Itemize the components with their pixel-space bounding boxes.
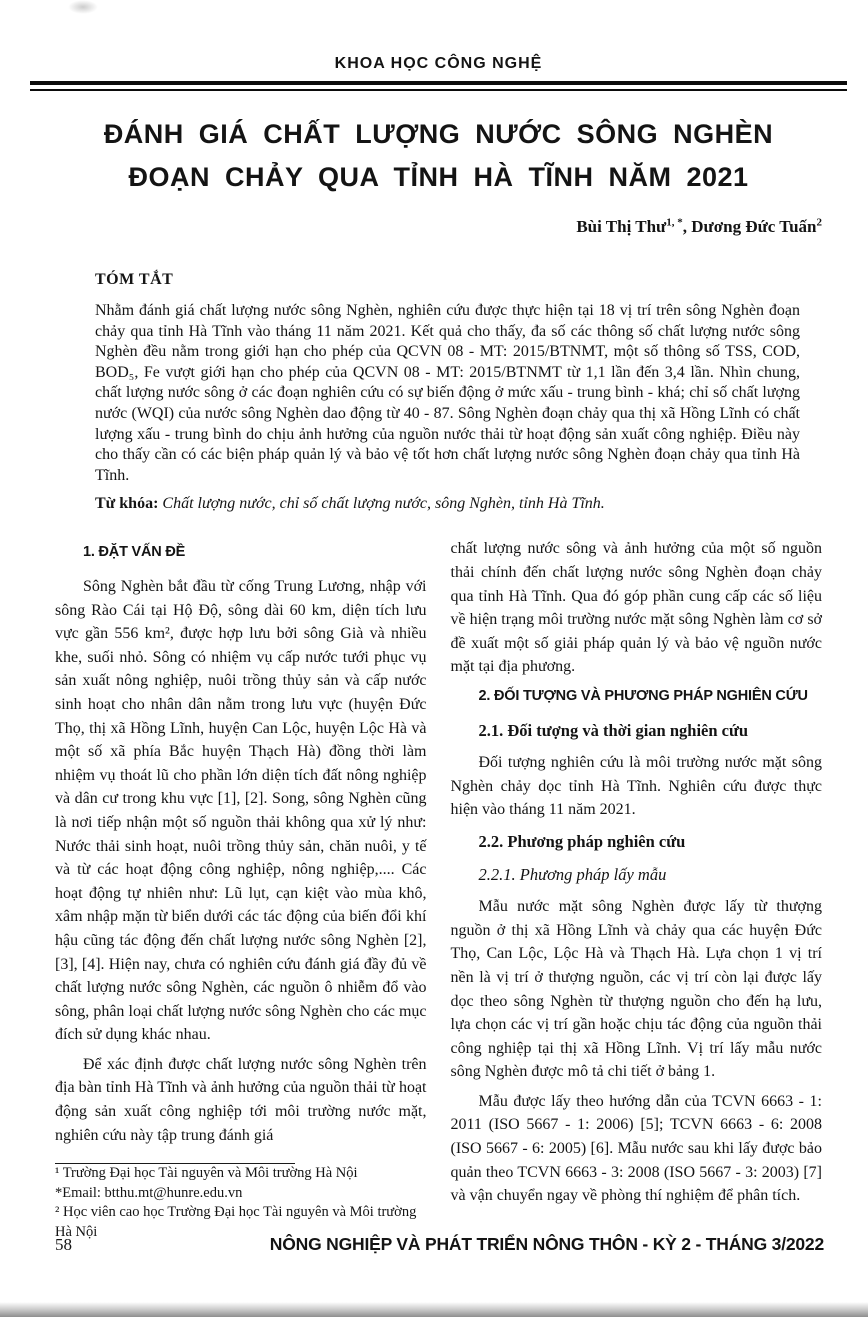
abstract-section bbox=[95, 271, 800, 513]
page-number: 58 bbox=[55, 1235, 72, 1254]
article-title-line2: ĐOẠN CHẢY QUA TỈNH HÀ TĨNH NĂM 2021 bbox=[128, 162, 749, 192]
abstract-heading: TÓM TẮT bbox=[95, 271, 174, 289]
keywords-terms: Chất lượng nước, chỉ số chất lượng nước, sông Nghèn, tỉnh Hà Tĩnh. bbox=[162, 495, 605, 513]
article-title-line1: ĐÁNH GIÁ CHẤT LƯỢNG NƯỚC SÔNG NGHÈN bbox=[103, 119, 774, 149]
journal-footer-title: NÔNG NGHIỆP VÀ PHÁT TRIỂN NÔNG THÔN - KỲ 2 - THÁNG 3/2022 bbox=[269, 1234, 824, 1254]
author-1-superscript: 1, * bbox=[666, 216, 683, 229]
running-head: KHOA HỌC CÔNG NGHỆ bbox=[334, 55, 543, 72]
author-2: Dương Đức Tuấn bbox=[691, 217, 817, 237]
header-divider bbox=[30, 81, 847, 91]
right-paragraph-2: Đối tượng nghiên cứu là môi trường nước mặt sông Nghèn chảy dọc tỉnh Hà Tĩnh. Nghiên cứu được thực hiện vào tháng 11 năm 2021. bbox=[450, 754, 822, 819]
page-footer bbox=[55, 1234, 824, 1255]
scan-smudge-artifact bbox=[68, 0, 98, 14]
footnote-affiliation-2: ² Học viên cao học Trường Đại học Tài nguyên và Môi trường Hà Nội bbox=[55, 1204, 417, 1240]
right-column bbox=[451, 537, 823, 1242]
left-column bbox=[55, 537, 427, 1242]
section-2-heading: 2. ĐỐI TƯỢNG VÀ PHƯƠNG PHÁP NGHIÊN CỨU bbox=[478, 687, 808, 704]
keywords-line bbox=[95, 495, 800, 513]
author-1: Bùi Thị Thư bbox=[576, 217, 667, 237]
right-paragraph-3: Mẫu nước mặt sông Nghèn được lấy từ thượng nguồn ở thị xã Hồng Lĩnh và chảy qua các huyện Đức Thọ, Can Lộc, Lộc Hà và Thạch Hà. Lựa chọn 1 vị trí nền là vị trí ở thượng nguồn, các vị trí còn lại được lấy dọc theo sông Nghèn từ thượng nguồn cho đến hạ lưu, lựa chọn các vị trí gần hoặc chịu tác động của nguồn thải công nghiệp tại thị xã Hồng Lĩnh. Vị trí lấy mẫu nước sông Nghèn được mô tả chi tiết ở bảng 1. bbox=[450, 898, 822, 1081]
article-title bbox=[55, 113, 822, 199]
section-2-1-heading: 2.1. Đối tượng và thời gian nghiên cứu bbox=[478, 720, 749, 740]
scan-edge-artifact bbox=[0, 1302, 868, 1317]
section-2-2-heading: 2.2. Phương pháp nghiên cứu bbox=[478, 831, 686, 851]
abstract-body: Nhằm đánh giá chất lượng nước sông Nghèn, nghiên cứu được thực hiện tại 18 vị trí trên sông Nghèn đoạn chảy qua tỉnh Hà Tĩnh vào tháng 11 năm 2021. Kết quả cho thấy, đa số các thông số chất lượng nước sông Nghèn đều nằm trong giới hạn cho phép của QCVN 08 - MT: 2015/BTNMT, một số thông số TSS, COD, BOD₅, Fe vượt giới hạn cho phép của QCVN 08 - MT: 2015/BTNMT từ 1,1 lần đến 3,4 lần. Nhìn chung, chất lượng nước sông ở các đoạn nghiên cứu có sự biến động ở mức xấu - trung bình - khá; chỉ số chất lượng nước (WQI) của nước sông Nghèn dao động từ 40 - 87. Sông Nghèn đoạn chảy qua thị xã Hồng Lĩnh có chất lượng xấu - trung bình do chịu ảnh hưởng của nguồn nước thải từ hoạt động sản xuất công nghiệp. Điều này cho thấy cần có các biện pháp quản lý và bảo vệ tốt hơn chất lượng nước sông Nghèn đoạn chảy qua tỉnh Hà Tĩnh. bbox=[95, 302, 800, 484]
left-paragraph-1: Sông Nghèn bắt đầu từ cống Trung Lương, nhập với sông Rào Cái tại Hộ Độ, sông dài 60 km, diện tích lưu vực gần 556 km², được hợp lưu bởi sông Già và nhiều khe, suối nhỏ. Sông có nhiệm vụ cấp nước tưới phục vụ sản xuất nông nghiệp, nuôi trồng thủy sản và cấp nước sinh hoạt cho nhân dân nằm trong lưu vực (huyện Đức Thọ, thị xã Hồng Lĩnh, huyện Can Lộc, huyện Lộc Hà và một số xã phía Bắc huyện Thạch Hà) đồng thời làm nhiệm vụ thoát lũ cho phần lớn diện tích đất nông nghiệp và dân cư trong khu vực [1], [2]. Song, sông Nghèn cũng là nơi tiếp nhận một số nguồn thải không qua xử lý như: Nước thải sinh hoạt, nuôi trồng thủy sản, chăn nuôi, y tế và từ các hoạt động công nghiệp, nông nghiệp,.... Các hoạt động tự nhiên như: Lũ lụt, cạn kiệt vào mùa khô, xâm nhập mặn từ biển dưới các tác động của biến đổi khí hậu cũng tác động đến chất lượng nước sông Nghèn [2], [3], [4]. Hiện nay, chưa có nghiên cứu đánh giá đầy đủ về chất lượng nước sông Nghèn, các nguồn ô nhiễm đổ vào sông, phân loại chất lượng nước sông Nghèn cho các mục đích sử dụng khác nhau. bbox=[55, 578, 427, 1044]
left-paragraph-2: Để xác định được chất lượng nước sông Nghèn trên địa bàn tỉnh Hà Tĩnh và ảnh hưởng của nguồn thải từ hoạt động sản xuất công nghiệp tới môi trường nước mặt, nghiên cứu này tập trung đánh giá bbox=[55, 1055, 427, 1144]
right-paragraph-4: Mẫu được lấy theo hướng dẫn của TCVN 6663 - 1: 2011 (ISO 5667 - 1: 2006) [5]; TCVN 6663 - 6: 2008 (ISO 5667 - 6: 2005) [6]. Mẫu nước sau khi lấy được bảo quản theo TCVN 6663 - 3: 2008 (ISO 5667 - 3: 2003) [7] và vận chuyển ngay về phòng thí nghiệm để phân tích. bbox=[450, 1092, 822, 1205]
right-paragraph-1: chất lượng nước sông và ảnh hưởng của một số nguồn thải chính đến chất lượng nước sông Nghèn đoạn chảy qua tỉnh Hà Tĩnh. Qua đó góp phần cung cấp các số liệu về hiện trạng môi trường nước mặt sông Nghèn làm cơ sở đề xuất một số giải pháp quản lý và bảo vệ nguồn nước mặt tại địa phương. bbox=[450, 540, 822, 676]
two-column-body bbox=[55, 537, 822, 1242]
section-2-2-1-heading: 2.2.1. Phương pháp lấy mẫu bbox=[478, 864, 667, 884]
footnote-email: *Email: btthu.mt@hunre.edu.vn bbox=[55, 1184, 243, 1201]
keywords-label: Từ khóa: bbox=[95, 495, 159, 513]
authors-line bbox=[55, 217, 822, 237]
author-separator: , bbox=[682, 217, 692, 237]
footnotes-block bbox=[55, 1163, 427, 1242]
footnote-affiliation-1: ¹ Trường Đại học Tài nguyên và Môi trường Hà Nội bbox=[55, 1165, 358, 1182]
author-2-superscript: 2 bbox=[816, 216, 822, 229]
section-1-heading: 1. ĐẶT VẤN ĐỀ bbox=[83, 544, 186, 561]
